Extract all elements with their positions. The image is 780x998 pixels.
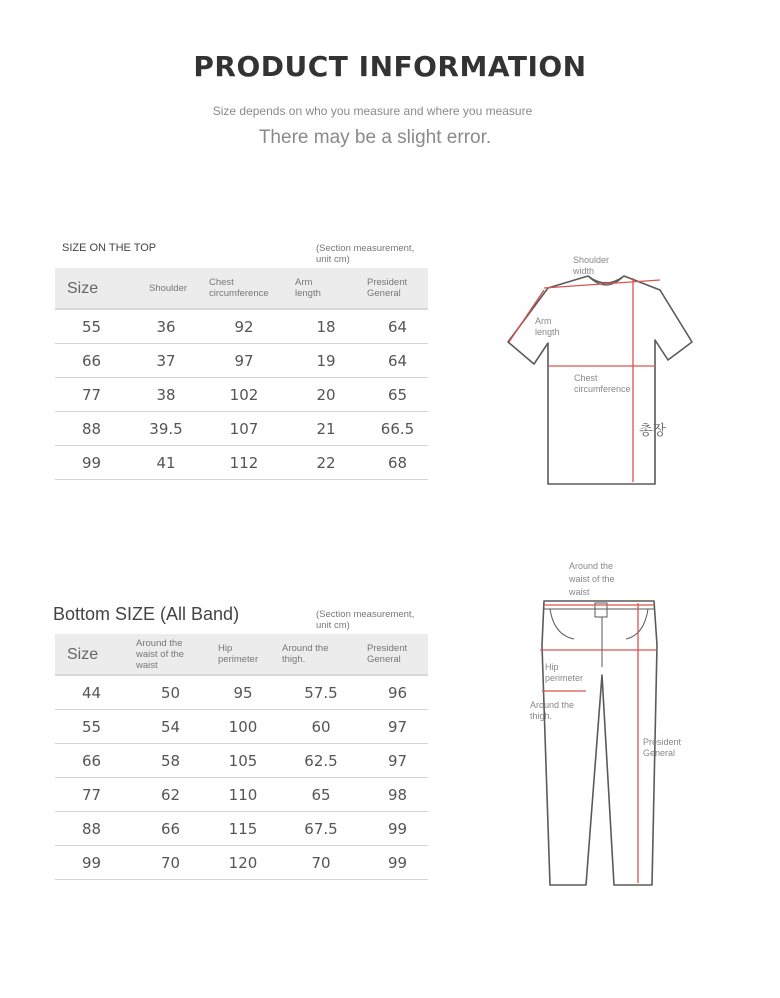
- table-cell: 110: [211, 778, 275, 812]
- bottom-table-caption: Bottom SIZE (All Band): [53, 604, 240, 624]
- table-cell: 22: [285, 446, 367, 480]
- table-cell: 55: [55, 309, 129, 344]
- pants-outline: [542, 601, 657, 885]
- table-cell: 96: [367, 675, 428, 710]
- table-cell: 112: [203, 446, 285, 480]
- table-row: [55, 309, 428, 344]
- table-cell: 50: [130, 675, 211, 710]
- table-cell: 41: [129, 446, 203, 480]
- bottom-unit-note: [316, 609, 414, 631]
- top-unit-note: [316, 243, 414, 265]
- top-col-shoulder: Shoulder: [129, 268, 203, 309]
- top-size-table: [55, 268, 428, 480]
- table-cell: 92: [203, 309, 285, 344]
- table-cell: 102: [203, 378, 285, 412]
- table-cell: 66: [55, 344, 129, 378]
- top-col-length: President General: [367, 268, 428, 309]
- bottom-unit-note-line2: unit cm): [316, 620, 350, 631]
- bottom-unit-note-line1: (Section measurement,: [316, 609, 415, 620]
- table-cell: 19: [285, 344, 367, 378]
- table-cell: 95: [211, 675, 275, 710]
- length-label: 총장: [639, 423, 667, 439]
- bottom-table-header: [55, 634, 428, 675]
- table-cell: 66.5: [367, 412, 428, 446]
- pants-left-pocket: [550, 609, 574, 639]
- table-cell: 68: [367, 446, 428, 480]
- top-col-arm: Arm length: [285, 268, 367, 309]
- table-cell: 65: [367, 378, 428, 412]
- table-cell: 39.5: [129, 412, 203, 446]
- table-cell: 97: [203, 344, 285, 378]
- table-row: [55, 846, 428, 880]
- table-cell: 66: [55, 744, 130, 778]
- pants-right-pocket: [626, 609, 648, 639]
- table-cell: 55: [55, 710, 130, 744]
- table-cell: 77: [55, 778, 130, 812]
- table-cell: 105: [211, 744, 275, 778]
- table-cell: 57.5: [275, 675, 367, 710]
- table-cell: 99: [55, 446, 129, 480]
- table-cell: 20: [285, 378, 367, 412]
- thigh-label: Around the thigh.: [530, 700, 575, 721]
- table-row: [55, 378, 428, 412]
- table-cell: 100: [211, 710, 275, 744]
- table-cell: 88: [55, 412, 129, 446]
- table-cell: 38: [129, 378, 203, 412]
- top-table-caption: SIZE ON THE TOP: [62, 242, 157, 254]
- table-row: [55, 744, 428, 778]
- top-col-size: Size: [55, 268, 129, 309]
- table-cell: 77: [55, 378, 129, 412]
- table-cell: 70: [275, 846, 367, 880]
- table-cell: 37: [129, 344, 203, 378]
- table-cell: 64: [367, 309, 428, 344]
- top-table-header: [55, 268, 428, 309]
- table-cell: 21: [285, 412, 367, 446]
- bottom-size-table: [55, 634, 428, 880]
- shoulder-label: Shoulder width: [573, 255, 610, 276]
- top-unit-note-line2: unit cm): [316, 254, 350, 265]
- table-cell: 88: [55, 812, 130, 846]
- table-row: [55, 344, 428, 378]
- table-cell: 44: [55, 675, 130, 710]
- table-row: [55, 446, 428, 480]
- table-cell: 58: [130, 744, 211, 778]
- table-cell: 107: [203, 412, 285, 446]
- table-cell: 99: [55, 846, 130, 880]
- table-cell: 65: [275, 778, 367, 812]
- table-row: [55, 675, 428, 710]
- pants-length-label: President General: [643, 737, 682, 758]
- table-cell: 70: [130, 846, 211, 880]
- hip-label: Hip perimeter: [545, 662, 584, 683]
- waist-label: Around the waist of the waist: [569, 561, 615, 597]
- table-row: [55, 778, 428, 812]
- table-cell: 115: [211, 812, 275, 846]
- bottom-col-size: Size: [55, 634, 130, 675]
- bottom-col-thigh: Around the thigh.: [275, 634, 367, 675]
- table-cell: 97: [367, 744, 428, 778]
- table-cell: 98: [367, 778, 428, 812]
- chest-label: Chest circumference: [574, 373, 631, 394]
- table-cell: 120: [211, 846, 275, 880]
- table-cell: 99: [367, 812, 428, 846]
- table-cell: 54: [130, 710, 211, 744]
- top-unit-note-line1: (Section measurement,: [316, 243, 415, 254]
- page-subtitle: Size depends on who you measure and where you measure: [212, 104, 533, 118]
- table-cell: 62.5: [275, 744, 367, 778]
- table-row: [55, 812, 428, 846]
- bottom-col-hip: Hip perimeter: [211, 634, 275, 675]
- bottom-col-waist: Around the waist of the waist: [130, 634, 211, 675]
- table-row: [55, 710, 428, 744]
- table-cell: 64: [367, 344, 428, 378]
- table-cell: 18: [285, 309, 367, 344]
- page-title: PRODUCT INFORMATION: [193, 50, 587, 83]
- table-cell: 62: [130, 778, 211, 812]
- error-note: There may be a slight error.: [258, 127, 492, 148]
- table-cell: 36: [129, 309, 203, 344]
- table-row: [55, 412, 428, 446]
- table-cell: 60: [275, 710, 367, 744]
- table-cell: 67.5: [275, 812, 367, 846]
- table-cell: 99: [367, 846, 428, 880]
- bottom-col-length: President General: [367, 634, 428, 675]
- arm-label: Arm length: [535, 316, 560, 337]
- table-cell: 97: [367, 710, 428, 744]
- table-cell: 66: [130, 812, 211, 846]
- top-col-chest: Chest circumference: [203, 268, 285, 309]
